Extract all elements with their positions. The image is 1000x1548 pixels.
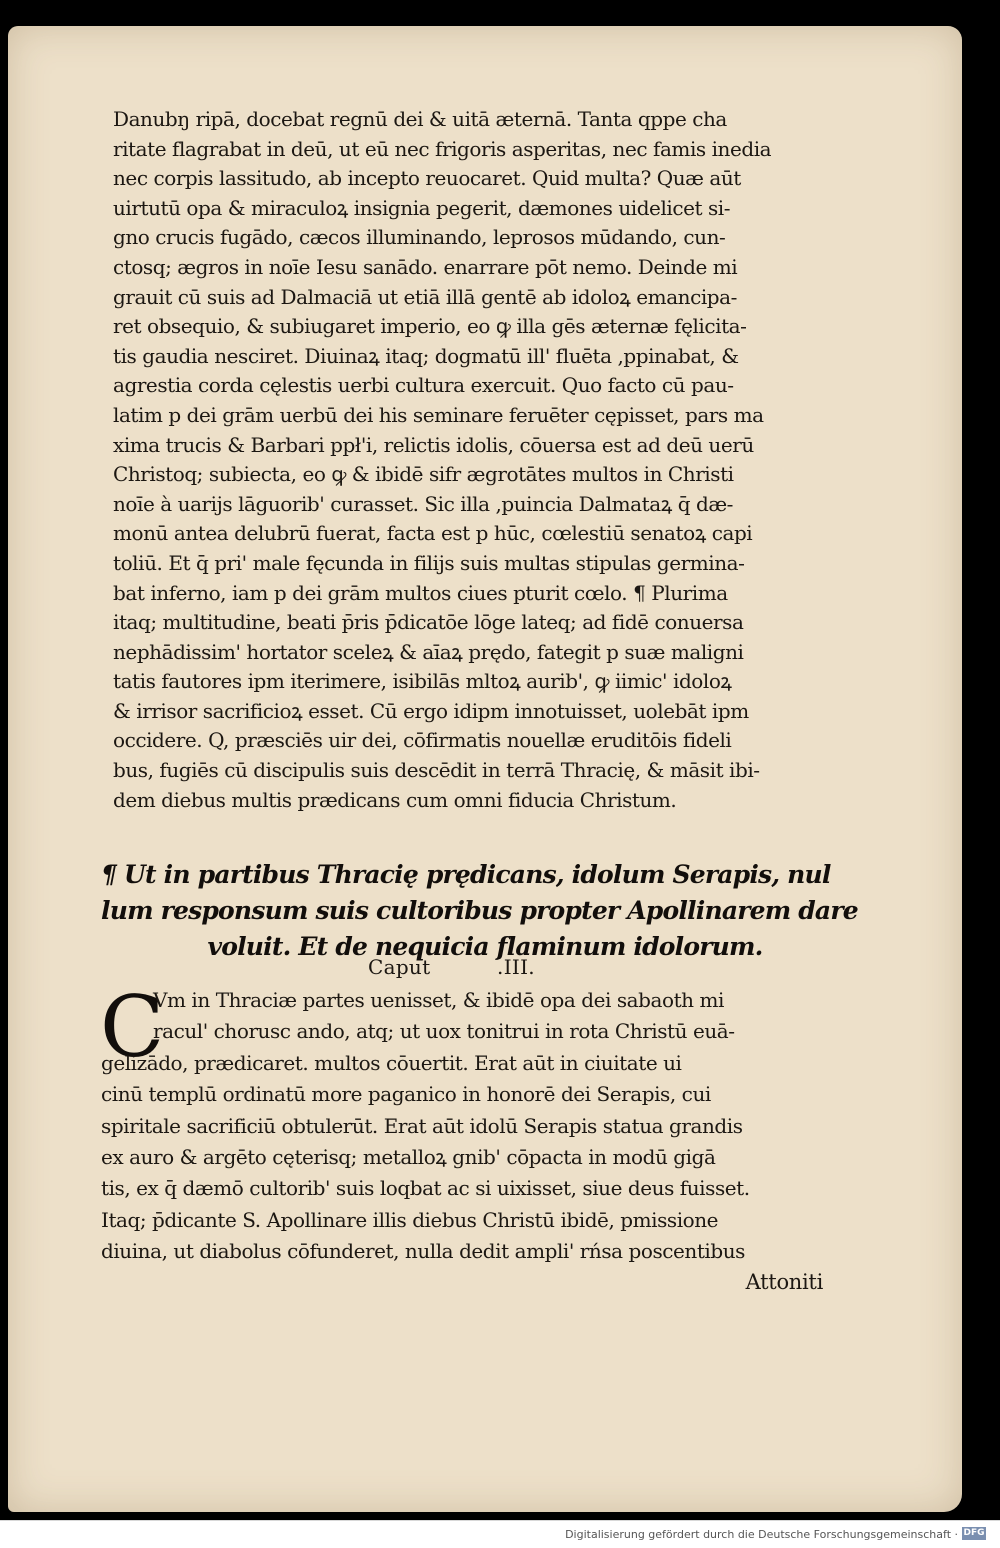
catchword: Attoniti bbox=[745, 1270, 823, 1294]
text-line: ctosq; ægros in noīe Iesu sanādo. enarrare pōt nemo. Deinde mi bbox=[113, 254, 738, 279]
text-line: spiritale sacrificiū obtulerūt. Erat aūt idolū Serapis statua grandis bbox=[101, 1113, 743, 1138]
text-line: tis, ex q̄ dæmō cultorib' suis loqbat ac si uixisset, siue deus fuisset. bbox=[101, 1176, 750, 1201]
text-line: ex auro & argēto cęterisq; metalloꝝ gnib' cōpacta in modū gigā bbox=[101, 1144, 716, 1169]
text-line: Vm in Thraciæ partes uenisset, & ibidē opa dei sabaoth mi bbox=[153, 988, 724, 1012]
text-line: bat inferno, iam p dei grām multos ciues pturit cœlo. ¶ Plurima bbox=[113, 580, 728, 605]
text-line: tis gaudia nesciret. Diuinaꝝ itaq; dogmatū ill' fluēta ,ppinabat, & bbox=[113, 343, 739, 368]
text-line: occidere. Q, præsciēs uir dei, cōfirmatis nouellæ eruditōis fideli bbox=[113, 728, 732, 753]
footer-bar bbox=[0, 1520, 1000, 1548]
text-line: racul' chorusc ando, atq; ut uox tonitrui in rota Christū euā- bbox=[153, 1019, 735, 1044]
text-line: nec corpis lassitudo, ab incepto reuocaret. Quid multa? Quæ aūt bbox=[113, 166, 741, 191]
text-line: ritate flagrabat in deū, ut eū nec frigoris asperitas, nec famis inedia bbox=[113, 136, 772, 161]
text-line: bus, fugiēs cū discipulis suis descēdit in terrā Thracię, & māsit ibi- bbox=[113, 758, 760, 783]
text-line: monū antea delubrū fuerat, facta est p hūc, cœlestiū senatoꝝ capi bbox=[113, 521, 753, 546]
chapter-word: Caput bbox=[368, 955, 431, 979]
text-line: latim p dei grām uerbū dei his seminare feruēter cępisset, pars ma bbox=[113, 402, 764, 427]
text-line: itaq; multitudine, beati p̄ris p̄dicatōe lōge lateq; ad fidē conuersa bbox=[113, 610, 744, 635]
text-line: gno crucis fugādo, cæcos illuminando, leprosos mūdando, cun- bbox=[113, 225, 726, 250]
chapter-number: .III. bbox=[497, 955, 535, 979]
rubric-line: lum responsum suis cultoribus propter Apollinarem dare bbox=[101, 896, 858, 925]
text-line: gelizādo, prædicaret. multos cōuertit. Erat aūt in ciuitate ui bbox=[101, 1050, 682, 1075]
dfg-logo-icon: DFG bbox=[963, 1528, 985, 1538]
text-line: tatis fautores ipm iterimere, isibilās mltoꝝ aurib', ꝙ iimic' idoloꝝ bbox=[113, 669, 732, 694]
drop-capital: C bbox=[100, 978, 165, 1076]
funding-notice: Digitalisierung gefördert durch die Deutsche Forschungsgemeinschaft · bbox=[565, 1528, 958, 1541]
text-line: xima trucis & Barbari ppł'i, relictis idolis, cōuersa est ad deū uerū bbox=[113, 432, 754, 457]
body-text-block bbox=[113, 105, 853, 815]
text-line: & irrisor sacrificioꝝ esset. Cū ergo idipm innotuisset, uolebāt ipm bbox=[113, 698, 749, 723]
text-line: Danubŋ ripā, docebat regnū dei & uitā æternā. Tanta qppe cha bbox=[113, 107, 727, 131]
text-line: uirtutū opa & miraculoꝝ insignia pegerit, dæmones uidelicet si- bbox=[113, 195, 731, 220]
text-line: noīe à uarijs lāguorib' curasset. Sic illa ,puincia Dalmataꝝ q̄ dæ- bbox=[113, 491, 733, 516]
text-line: diuina, ut diabolus cōfunderet, nulla dedit ampli' rńsa poscentibus bbox=[101, 1239, 745, 1264]
text-line: ret obsequio, & subiugaret imperio, eo ꝙ illa gēs æternæ fęlicita- bbox=[113, 314, 747, 339]
rubric-line: ¶ Ut in partibus Thracię prędicans, idolum Serapis, nul bbox=[101, 860, 831, 889]
chapter-rubric bbox=[101, 857, 861, 965]
chapter-heading bbox=[368, 955, 535, 979]
text-line: nephādissim' hortator sceleꝝ & aīaꝝ prędo, fategit p suæ maligni bbox=[113, 639, 744, 664]
text-line: cinū templū ordinatū more paganico in honorē dei Serapis, cui bbox=[101, 1082, 711, 1107]
chapter-body-text-block bbox=[100, 978, 841, 1268]
text-line: agrestia corda cęlestis uerbi cultura exercuit. Quo facto cū pau- bbox=[113, 373, 734, 398]
text-line: Itaq; p̄dicante S. Apollinare illis diebus Christū ibidē, pmissione bbox=[101, 1207, 719, 1232]
text-line: Christoq; subiecta, eo ꝙ & ibidē sifr ægrotātes multos in Christi bbox=[113, 462, 734, 487]
text-line: dem diebus multis prædicans cum omni fiducia Christum. bbox=[113, 787, 677, 812]
rubric-line: voluit. Et de nequicia flaminum idolorum. bbox=[207, 932, 763, 961]
text-line: grauit cū suis ad Dalmaciā ut etiā illā gentē ab idoloꝝ emancipa- bbox=[113, 284, 737, 309]
text-line: toliū. Et q̄ pri' male fęcunda in filijs suis multas stipulas germina- bbox=[113, 550, 745, 575]
